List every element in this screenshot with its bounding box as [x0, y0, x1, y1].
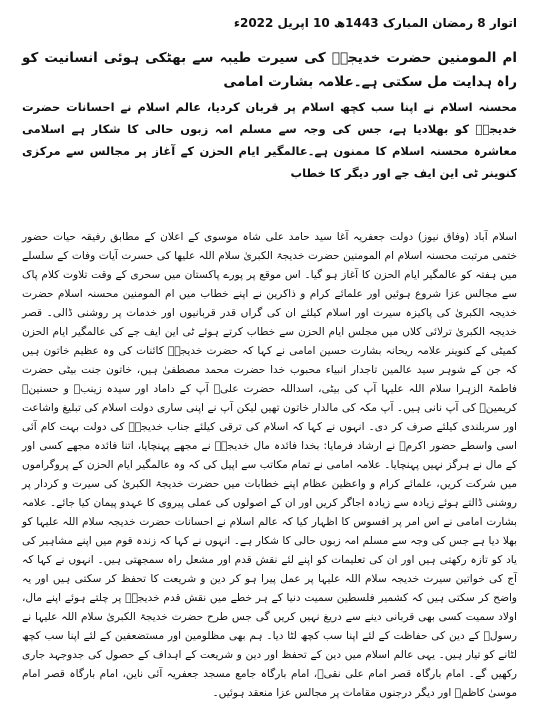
dateline: اتوار 8 رمضان المبارک 1443ھ 10 اپریل 2022ء: [233, 16, 517, 30]
article-body: [22, 228, 517, 703]
article-paragraph: اسلام آباد (وفاق نیوز) دولت جعفریہ آغا سید حامد علی شاہ موسوی کے اعلان کے مطابق رفیقہ حیات حضور ختمی مرتبت محسنہ اسلام ام المومنین حضرت خدیجۃ الکبریٰ سلام اللہ علیھا کی حسرت آیات وفات کے سلسلے میں ہفتہ کو عالمگیر ایام الحزن کا آغاز ہو گیا۔ اس موقع پر پورے پاکستان میں سحری کے وقت تلاوت کلام پاک سے مجالس عزا شروع ہوئیں اور علمائے کرام و ذاکرین نے اپنے خطاب میں ام المومنین محسنہ اسلام حضرت خدیجہ الکبریٰ کی پاکیزہ سیرت اور اسلام کیلئے ان کی گراں قدر قربانیوں اور خدمات پر روشنی ڈالی۔ قصر خدیجہ الکبریٰ ترلائی کلاں میں مجلس ایام الحزن سے خطاب کرتے ہوئے ٹی این ایف جے کی عالمگیر ایام الحزن کمیٹی کے کنوینر علامہ ریحانہ بشارت حسین امامی نے کہا کہ حضرت خدیجہؓ کائنات کی وہ عظیم خاتون ہیں کہ جن کے شوہر سید عالمین تاجدار انبیاء محبوب خدا حضرت محمد مصطفیٰ ہیں، خاتون جنت بیٹی حضرت فاطمۃ الزہرا سلام اللہ علیہا آپ کی بیٹی، اسداللہ حضرت علیؓ آپ کے داماد اور سیدہ زینبؓ و حسنینؑ کریمینؑ کی آپ نانی ہیں۔ آپ مکہ کی مالدار خاتون تھیں لیکن آپ نے اپنی ساری دولت اسلام کی تبلیغ واشاعت اور سربلندی کیلئے صرف کر دی۔ انہوں نے کہا کہ اسلام کی ترقی کیلئے جناب خدیجہؓ کی دولت بہت کام آئی اسی واسطے حضور اکرمؐ نے ارشاد فرمایا: بخدا فائدہ مال خدیجہؓ نے مجھے پہنچایا، اتنا فائدہ مجھے کسی اور کے مال نے ہرگز نہیں پہنچایا۔ علامہ امامی نے تمام مکاتب سے اپیل کی کہ وہ عالمگیر ایام الحزن کے پروگراموں میں شرکت کریں، علمائے کرام و واعظین عظام اپنے خطابات میں حضرت خدیجۃ الکبریٰ کی سیرت و کردار پر روشنی ڈالتے ہوئے زیادہ سے زیادہ اجاگر کریں اور ان کے اصولوں کی عملی پیروی کا عہدو پیمان کیا جائے۔ علامہ بشارت امامی نے اس امر پر افسوس کا اظہار کیا کہ عالم اسلام نے احسانات حضرت خدیجہ سلام اللہ علیہا کو بھلا دیا ہے جس کی وجہ سے مسلم امہ زبوں حالی کا شکار ہے۔ انہوں نے کہا کہ زندہ قوم میں اپنے مشاہیر کی یاد کو تازہ رکھتی ہیں اور ان کی تعلیمات کو اپنے لئے نقش قدم اور مشعل راہ سمجھتی ہیں۔ انہوں نے کہا کہ آج کی خواتین سیرت خدیجہ سلام اللہ علیہا پر عمل پیرا ہو کر دین و شریعت کا تحفظ کر سکتی ہیں اور یہ واضح کر سکتی ہیں کہ کشمیر فلسطین سمیت دنیا کے ہر خطے میں نقش قدم خدیجہؓ پر چلتے ہوئے اپنے مال، اولاد سمیت کسی بھی قربانی دینے سے دریغ نہیں کریں گی جس طرح حضرت خدیجۃ الکبریٰ سلام اللہ علیہا نے رسولؐ کے دین کی حفاظت کے لئے اپنا سب کچھ لٹا دیا۔ ہم بھی مظلومین اور مستضعفین کے لئے اپنا سب کچھ لٹانے کو تیار ہیں۔ یہی عالم اسلام میں دین کے تحفظ اور دین و شریعت کے اہداف کے حصول کی جدوجہد جاری رکھیں گے۔ امام بارگاہ قصر امام علی نقیؑ، امام بارگاہ جامع مسجد جعفریہ آئی ناین، امام بارگاہ قصر امام موسیٰ کاظمؑ اور دیگر درجنوں مقامات پر مجالس عزا منعقد ہوئیں۔: [22, 231, 517, 699]
headline: ام المومنین حضرت خدیجہؓ کی سیرت طیبہ سے بھٹکی ہوئی انسانیت کو راہ ہدایت مل سکتی ہے۔علامہ بشارت امامی: [22, 50, 517, 90]
headline-block: [22, 46, 517, 184]
subheadline: محسنہ اسلام نے اپنا سب کچھ اسلام پر قربان کردیا، عالم اسلام نے احسانات حضرت خدیجہؓ کو بھلادیا ہے، جس کی وجہ سے مسلم امہ زبوں حالی کا شکار ہے اسلامی معاشرہ محسنہ اسلام کا ممنون ہے۔عالمگیر ایام الحزن کے آغاز پر مجالس سے مرکزی کنوینر ٹی این ایف جے اور دیگر کا خطاب: [22, 100, 517, 180]
